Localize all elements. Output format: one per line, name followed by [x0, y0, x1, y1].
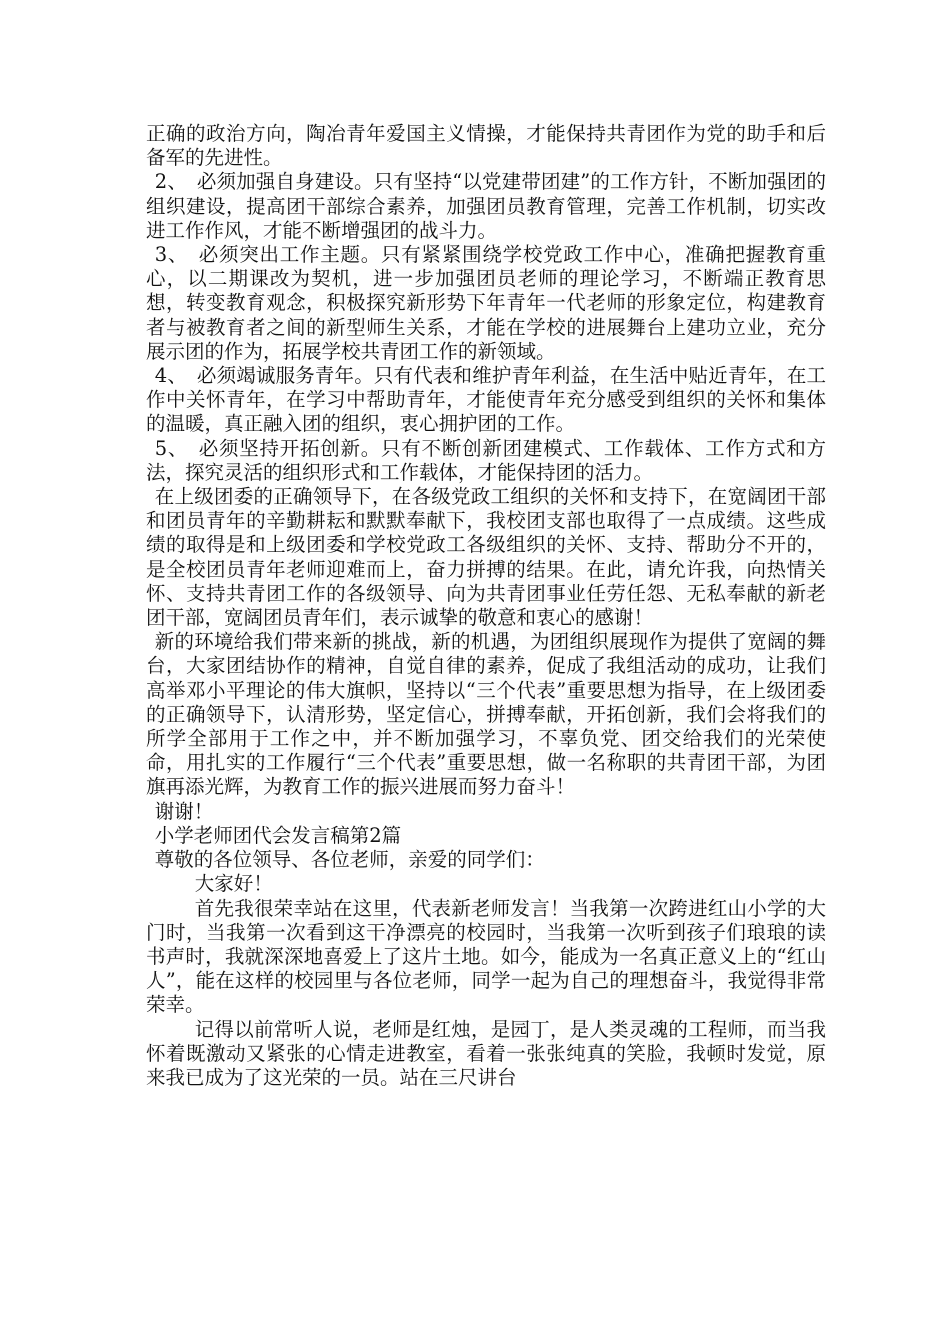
document-body — [146, 122, 826, 1090]
paragraph-new-challenges: 新的环境给我们带来新的挑战，新的机遇，为团组织展现作为提供了宽阔的舞台，大家团结协作的精神，自觉自律的素养，促成了我组活动的成功，让我们高举邓小平理论的伟大旗帜，坚持以“三个代表”重要思想为指导，在上级团委的正确领导下，认清形势，坚定信心，拼搏奉献，开拓创新，我们会将我们的所学全部用于工作之中，并不断加强学习，不辜负党、团交给我们的光荣使命，用扎实的工作履行“三个代表”重要思想，做一名称职的共青团干部，为团旗再添光辉，为教育工作的振兴进展而努力奋斗！ — [146, 630, 826, 799]
section-title: 小学老师团代会发言稿第2篇 — [154, 823, 402, 847]
paragraph-thanks: 谢谢！ — [154, 799, 214, 823]
paragraph-achievements: 在上级团委的正确领导下，在各级党政工组织的关怀和支持下，在宽阔团干部和团员青年的辛勤耕耘和默默奉献下，我校团支部也取得了一点成绩。这些成绩的取得是和上级团委和学校党政工各级组织的关怀、支持、帮助分不开的，是全校团员青年老师迎难而上，奋力拼搏的结果。在此，请允许我，向热情关怀、支持共青团工作的各级领导、向为共青团事业任劳任怨、无私奉献的新老团干部，宽阔团员青年们，表示诚挚的敬意和衷心的感谢！ — [146, 485, 826, 630]
paragraph-point-5: 5、 必须坚持开拓创新。只有不断创新团建模式、工作载体、工作方式和方法，探究灵活的组织形式和工作载体，才能保持团的活力。 — [146, 436, 826, 484]
paragraph-memory: 记得以前常听人说，老师是红烛，是园丁，是人类灵魂的工程师，而当我怀着既激动又紧张的心情走进教室，看着一张张纯真的笑脸，我顿时发觉，原来我已成为了这光荣的一员。站在三尺讲台 — [146, 1017, 826, 1089]
greeting: 大家好！ — [194, 872, 273, 896]
paragraph-point-3: 3、 必须突出工作主题。只有紧紧围绕学校党政工作中心，准确把握教育重心，以二期课改为契机，进一步加强团员老师的理论学习，不断端正教育思想，转变教育观念，积极探究新形势下年青年一代老师的形象定位，构建教育者与被教育者之间的新型师生关系，才能在学校的进展舞台上建功立业，充分展示团的作为，拓展学校共青团工作的新领域。 — [146, 243, 826, 363]
paragraph-honor: 首先我很荣幸站在这里，代表新老师发言！当我第一次跨进红山小学的大门时，当我第一次看到这干净漂亮的校园时，当我第一次听到孩子们琅琅的读书声时，我就深深地喜爱上了这片土地。如今，能成为一名真正意义上的“红山人”，能在这样的校园里与各位老师，同学一起为自己的理想奋斗，我觉得非常荣幸。 — [146, 896, 826, 1017]
paragraph-point-2: 2、 必须加强自身建设。只有坚持“以党建带团建”的工作方针，不断加强团的组织建设，提高团干部综合素养，加强团员教育管理，完善工作机制，切实改进工作作风，才能不断增强团的战斗力。 — [146, 170, 826, 242]
paragraph-political-direction: 正确的政治方向，陶冶青年爱国主义情操，才能保持共青团作为党的助手和后备军的先进性。 — [146, 122, 826, 170]
paragraph-point-4: 4、 必须竭诚服务青年。只有代表和维护青年利益，在生活中贴近青年，在工作中关怀青年，在学习中帮助青年，才能使青年充分感受到组织的关怀和集体的温暖，真正融入团的组织，衷心拥护团的工作。 — [146, 364, 826, 436]
salutation: 尊敬的各位领导、各位老师，亲爱的同学们： — [154, 848, 545, 872]
